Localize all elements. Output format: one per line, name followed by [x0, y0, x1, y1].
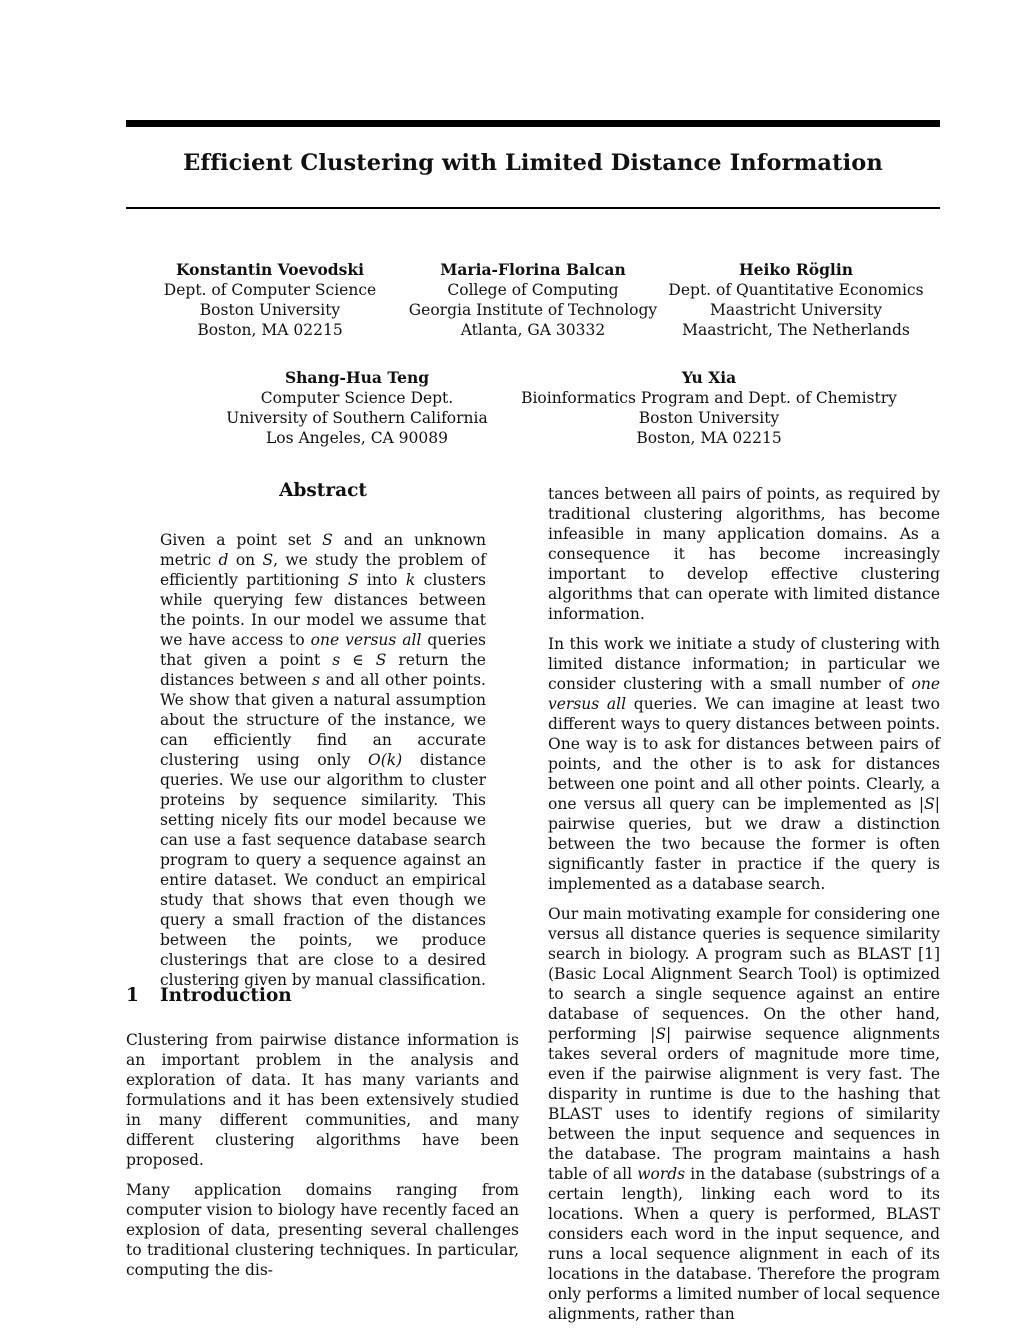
author-name: Shang-Hua Teng	[284, 368, 430, 387]
text-run: clusters while querying few distances between the points. In our model we assume that we have access to	[160, 571, 486, 649]
author-affiliation: Atlanta, GA 30332	[460, 321, 606, 339]
author-affiliation: Boston University	[638, 409, 780, 427]
text-run: into	[358, 571, 406, 589]
text-run: pairwise sequence alignments takes several orders of magnitude more time, even if the pairwise alignment is very fast. The disparity in runtime is due to the hashing that BLAST uses to identify regions of similarity between the input sequence and sequences in the database. The program maintains a hash table of all	[548, 1025, 940, 1183]
text-run: on	[228, 551, 263, 569]
author-affiliation: Boston, MA 02215	[197, 321, 343, 339]
author-block	[393, 260, 673, 340]
author-affiliation: College of Computing	[447, 281, 619, 299]
abstract-heading: Abstract	[279, 480, 367, 501]
math-expr: s ∈ S	[332, 651, 387, 669]
emphasis: one versus all	[310, 631, 422, 649]
text-run: queries that given a point	[160, 631, 486, 669]
author-block	[656, 260, 936, 340]
author-name: Yu Xia	[681, 368, 737, 387]
body-paragraph	[548, 634, 940, 894]
text-run: queries. We can imagine at least two different ways to query distances between points. One way is to ask for distances between pairs of points, and the other is to ask for distances between one point and all other points. Clearly, a one versus all query can be implemented as	[548, 695, 940, 813]
author-affiliation: Georgia Institute of Technology	[408, 301, 658, 319]
emphasis: words	[637, 1165, 686, 1183]
section-number: 1	[126, 985, 139, 1006]
math-var: S	[347, 571, 359, 589]
text-run: , we study the problem of efficiently partitioning	[160, 551, 487, 589]
text-run: In this work we initiate a study of clustering with limited distance information; in particular we consider clustering with a small number of	[548, 635, 940, 693]
author-affiliation: Dept. of Computer Science	[163, 281, 377, 299]
author-block	[514, 368, 904, 448]
abstract-paragraph	[160, 530, 486, 990]
author-name: Maria-Florina Balcan	[440, 260, 626, 279]
right-column	[548, 484, 940, 1334]
paper-title: Efficient Clustering with Limited Distance Information	[183, 150, 883, 176]
section-heading	[126, 985, 292, 1006]
top-rule	[126, 120, 940, 127]
intro-left-column	[126, 1030, 519, 1290]
author-affiliation: Los Angeles, CA 90089	[265, 429, 448, 447]
section-title: Introduction	[160, 985, 292, 1006]
title-rule	[126, 207, 940, 209]
author-affiliation: Maastricht, The Netherlands	[682, 321, 910, 339]
author-affiliation: Computer Science Dept.	[260, 389, 454, 407]
math-var: S	[262, 551, 274, 569]
text-run: pairwise queries, but we draw a distinction between the two because the former is often significantly faster in practice if the query is implemented as a database search.	[548, 815, 940, 893]
math-var: d	[218, 551, 229, 569]
author-block	[130, 260, 410, 340]
math-var: S	[322, 531, 333, 549]
text-run: Our main motivating example for considering one versus all distance queries is sequence similarity search in biology. A program such as BLAST [1] (Basic Local Alignment Search Tool) is optimized to search a single sequence against an entire database of sequences. On the other hand, performing	[548, 905, 940, 1043]
text-run: and all other points. We show that given a natural assumption about the structure of the instance, we can efficiently find an accurate clustering using only	[160, 671, 486, 769]
author-affiliation: Bioinformatics Program and Dept. of Chemistry	[521, 389, 897, 407]
author-name: Heiko Röglin	[739, 260, 853, 279]
text-run: and an unknown metric	[160, 531, 487, 569]
emphasis: one versus all	[548, 675, 940, 713]
math-var: k	[405, 571, 416, 589]
math-var: s	[312, 671, 321, 689]
text-run: in the database (substrings of a certain length), linking each word to its locations. When a query is performed, BLAST considers each word in the input sequence, and runs a local sequence alignment in each of its locations in the database. Therefore the program only performs a limited number of local sequence alignments, rather than	[548, 1165, 941, 1323]
math-expr: O(k)	[368, 751, 403, 769]
intro-paragraph: Clustering from pairwise distance information is an important problem in the analysis and exploration of data. It has many variants and formulations and it has been extensively studied in many different communities, and many different clustering algorithms have been proposed.	[126, 1031, 519, 1169]
body-paragraph	[548, 904, 940, 1324]
text-run: Given a point set	[160, 531, 323, 549]
author-affiliation: Boston, MA 02215	[636, 429, 782, 447]
math-expr: |S|	[918, 795, 940, 813]
author-name: Konstantin Voevodski	[176, 260, 364, 279]
intro-paragraph: Many application domains ranging from computer vision to biology have recently faced an explosion of data, presenting several challenges to traditional clustering techniques. In particular, computing the dis-	[126, 1181, 519, 1279]
author-block	[217, 368, 497, 448]
text-run: return the distances between	[160, 651, 486, 689]
author-affiliation: Maastricht University	[710, 301, 882, 319]
body-paragraph: tances between all pairs of points, as required by traditional clustering algorithms, has become infeasible in many application domains. As a consequence it has become increasingly important to develop effective clustering algorithms that can operate with limited distance information.	[548, 485, 940, 623]
author-affiliation: Dept. of Quantitative Economics	[668, 281, 924, 299]
author-affiliation: Boston University	[199, 301, 341, 319]
text-run: distance queries. We use our algorithm to cluster proteins by sequence similarity. This setting nicely fits our model because we can use a fast sequence database search program to query a sequence against an entire dataset. We conduct an empirical study that shows that even though we query a small fraction of the distances between the points, we produce clusterings that are close to a desired clustering given by manual classification.	[160, 751, 487, 989]
math-expr: |S|	[650, 1025, 672, 1043]
abstract-body	[160, 530, 486, 1000]
author-affiliation: University of Southern California	[226, 409, 488, 427]
